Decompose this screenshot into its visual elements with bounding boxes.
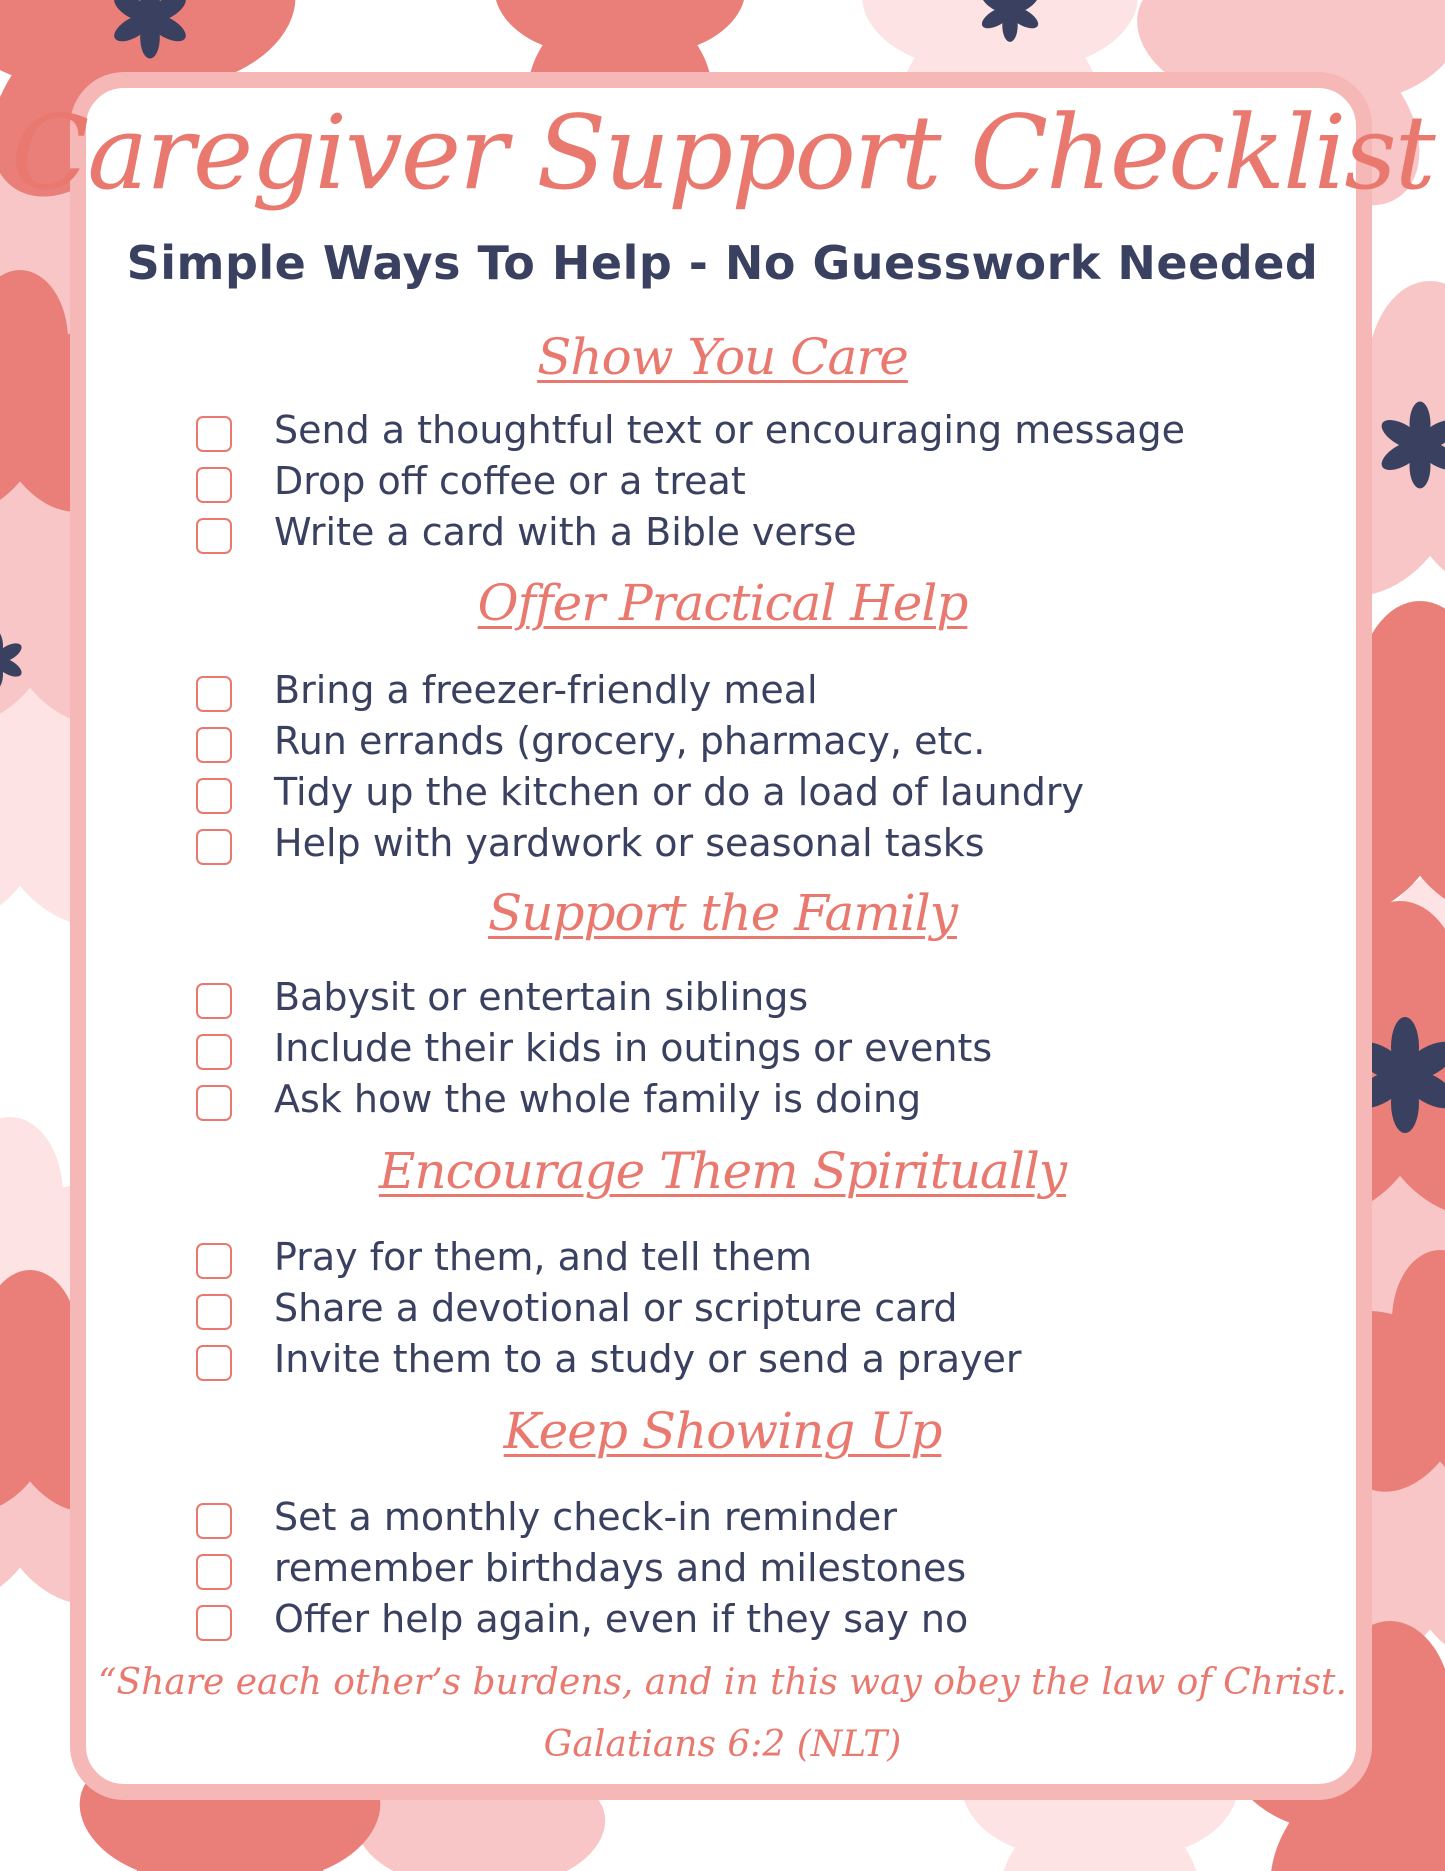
checkbox[interactable] — [196, 829, 232, 865]
scripture-reference: Galatians 6:2 (NLT) — [543, 1724, 902, 1765]
checklist-item-label: Bring a freezer-friendly meal — [274, 668, 818, 712]
checklist-item-label: Drop off coffee or a treat — [274, 459, 746, 503]
section-heading-offer-practical-help: Offer Practical Help — [477, 574, 968, 632]
checklist-item-label: Help with yardwork or seasonal tasks — [274, 821, 985, 865]
checkbox[interactable] — [196, 1294, 232, 1330]
checkbox[interactable] — [196, 1503, 232, 1539]
checkbox[interactable] — [196, 676, 232, 712]
section-heading-support-the-family: Support the Family — [488, 884, 957, 942]
checklist-item-label: Run errands (grocery, pharmacy, etc. — [274, 719, 986, 763]
checkbox[interactable] — [196, 983, 232, 1019]
scripture-quote: “Share each other’s burdens, and in this way obey the law of Christ. — [98, 1662, 1347, 1703]
page-title: Caregiver Support Checklist — [11, 94, 1434, 213]
checklist-item-label: Pray for them, and tell them — [274, 1235, 813, 1279]
checklist-item-label: Tidy up the kitchen or do a load of laundry — [274, 770, 1085, 814]
checklist-item-label: Babysit or entertain siblings — [274, 975, 809, 1019]
page-subtitle: Simple Ways To Help - No Guesswork Needed — [126, 236, 1319, 290]
section-heading-encourage-them-spiritually: Encourage Them Spiritually — [378, 1142, 1067, 1200]
checklist-item-label: Invite them to a study or send a prayer — [274, 1337, 1022, 1381]
checkbox[interactable] — [196, 778, 232, 814]
section-heading-keep-showing-up: Keep Showing Up — [503, 1402, 942, 1460]
checklist-item-label: Share a devotional or scripture card — [274, 1286, 958, 1330]
checkbox[interactable] — [196, 518, 232, 554]
checkbox[interactable] — [196, 467, 232, 503]
checkbox[interactable] — [196, 1243, 232, 1279]
checkbox[interactable] — [196, 1554, 232, 1590]
checklist-item-label: Offer help again, even if they say no — [274, 1597, 969, 1641]
checkbox[interactable] — [196, 1345, 232, 1381]
checkbox[interactable] — [196, 1605, 232, 1641]
checkbox[interactable] — [196, 727, 232, 763]
checklist-item-label: remember birthdays and milestones — [274, 1546, 967, 1590]
section-heading-show-you-care: Show You Care — [537, 328, 908, 386]
checklist-item-label: Write a card with a Bible verse — [274, 510, 857, 554]
checklist-item-label: Send a thoughtful text or encouraging message — [274, 408, 1186, 452]
checklist-item-label: Include their kids in outings or events — [274, 1026, 993, 1070]
checklist-item-label: Set a monthly check-in reminder — [274, 1495, 897, 1539]
checkbox[interactable] — [196, 416, 232, 452]
checkbox[interactable] — [196, 1085, 232, 1121]
checkbox[interactable] — [196, 1034, 232, 1070]
checklist-item-label: Ask how the whole family is doing — [274, 1077, 922, 1121]
